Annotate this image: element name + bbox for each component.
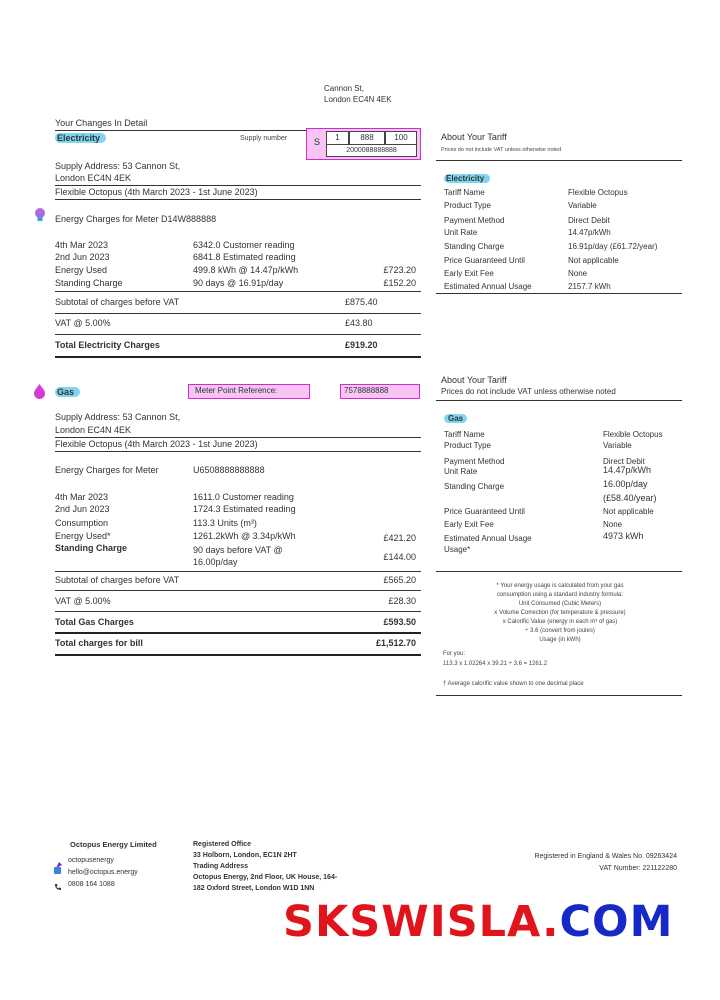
gas-vat-label: VAT @ 5.00% — [55, 596, 111, 606]
tariff-value: Not applicable — [568, 256, 619, 265]
elec-subtotal-label: Subtotal of charges before VAT — [55, 297, 180, 307]
tariff-key: Early Exit Fee — [444, 520, 494, 529]
elec-vat: £43.80 — [345, 318, 373, 328]
watermark-part2: COM — [559, 897, 674, 947]
gas-meter-number: U6508888888888 — [193, 465, 265, 475]
gas-standing-label: Standing Charge — [55, 543, 128, 553]
divider — [55, 654, 421, 656]
email-icon — [54, 867, 61, 874]
company-name: Octopus Energy Limited — [70, 840, 157, 849]
gas-row-date: Consumption — [55, 518, 109, 528]
footnote-line: x Volume Correction (for temperature & pressure) — [494, 610, 626, 616]
tariff-value: 4973 kWh — [603, 531, 644, 541]
elec-row-desc: 499.8 kWh @ 14.47p/kWh — [193, 265, 299, 275]
tariff-value: Flexible Octopus — [603, 430, 663, 439]
supply-number-cell: 888 — [349, 131, 385, 145]
contact-phone[interactable]: 0808 164 1088 — [68, 881, 115, 888]
tariff-value: Not applicable — [603, 507, 654, 516]
tariff-key: Price Guaranteed Until — [444, 256, 525, 265]
phone-icon — [54, 878, 62, 886]
footnote-line: Unit Consumed (Cubic Meters) — [518, 601, 602, 607]
average-note: † Average calorific value shown to one decimal place — [443, 681, 584, 687]
gas-supply-address-2: London EC4N 4EK — [55, 425, 132, 435]
divider — [436, 571, 682, 572]
divider — [55, 334, 421, 335]
tariff-key: Standing Charge — [444, 482, 505, 491]
divider — [436, 160, 682, 161]
tariff-elec-note: Prices do not include VAT unless otherwise noted — [441, 147, 562, 153]
tariff-value: Variable — [568, 201, 597, 210]
tariff-value: Variable — [603, 441, 632, 450]
elec-tariff-line: Flexible Octopus (4th March 2023 - 1st June 2023) — [55, 187, 258, 197]
section-title: Your Changes In Detail — [55, 118, 148, 128]
vat-number: VAT Number: 221122280 — [599, 865, 677, 872]
tariff-value: 14.47p/kWh — [568, 228, 611, 237]
gas-row-date: 2nd Jun 2023 — [55, 504, 110, 514]
header-address-line2: London EC4N 4EK — [324, 95, 392, 104]
tariff-key: Usage* — [444, 545, 471, 554]
footnote-line: ÷ 3.6 (convert from joules) — [525, 628, 595, 634]
tariff-key: Tariff Name — [444, 430, 485, 439]
gas-subtotal-label: Subtotal of charges before VAT — [55, 575, 180, 585]
elec-subtotal: £875.40 — [345, 297, 378, 307]
bill-total: £1,512.70 — [375, 638, 416, 648]
elec-supply-address-2: London EC4N 4EK — [55, 173, 132, 183]
tariff-key: Product Type — [444, 201, 491, 210]
mpr-label: Meter Point Reference: — [195, 386, 278, 395]
tariff-gas-note: Prices do not include VAT unless otherwise noted — [441, 387, 616, 396]
gas-total-label: Total Gas Charges — [55, 617, 134, 627]
elec-row-desc: 6342.0 Customer reading — [193, 240, 295, 250]
elec-row-date: 2nd Jun 2023 — [55, 252, 110, 262]
gas-vat: £28.30 — [388, 596, 416, 606]
elec-row-date: Standing Charge — [55, 278, 123, 288]
supply-number-label: Supply number — [240, 135, 288, 142]
divider — [55, 356, 421, 358]
tariff-value: (£58.40/year) — [603, 493, 657, 503]
elec-row-desc: 90 days @ 16.91p/day — [193, 278, 284, 288]
supply-number-cell: 100 — [385, 131, 417, 145]
tariff-key: Price Guaranteed Until — [444, 507, 525, 516]
tariff-elec-title: About Your Tariff — [441, 132, 507, 142]
tariff-key: Tariff Name — [444, 188, 485, 197]
tariff-value: 16.91p/day (£61.72/year) — [568, 242, 658, 251]
gas-supply-address-1: Supply Address: 53 Cannon St, — [55, 412, 181, 422]
supply-number-cell: 1 — [326, 131, 349, 145]
divider — [436, 695, 682, 696]
divider — [55, 611, 421, 612]
for-you-label: For you: — [443, 651, 466, 657]
tariff-key: Unit Rate — [444, 467, 478, 476]
gas-standing-desc: 16.00p/day — [193, 557, 238, 567]
tariff-key: Payment Method — [444, 216, 505, 225]
divider — [55, 571, 421, 572]
mpr-value: 7578888888 — [344, 386, 389, 395]
tariff-value: Direct Debit — [603, 457, 645, 466]
flame-icon — [34, 384, 45, 399]
contact-social[interactable]: octopusenergy — [68, 857, 114, 864]
elec-meter-label: Energy Charges for Meter D14W888888 — [55, 214, 217, 224]
tariff-key: Estimated Annual Usage — [444, 282, 532, 291]
registered-office: 33 Holborn, London, EC1N 2HT — [193, 852, 297, 859]
tariff-key: Unit Rate — [444, 228, 478, 237]
elec-total-label: Total Electricity Charges — [55, 340, 160, 350]
divider — [55, 199, 421, 200]
elec-row-amount: £152.20 — [383, 278, 416, 288]
elec-row-date: 4th Mar 2023 — [55, 240, 109, 250]
tariff-key: Early Exit Fee — [444, 269, 494, 278]
divider — [55, 451, 421, 452]
watermark-dot: . — [542, 897, 560, 947]
divider — [55, 313, 421, 314]
gas-row-date: Energy Used* — [55, 531, 111, 541]
trading-address-label: Trading Address — [193, 863, 248, 870]
tariff-value: Flexible Octopus — [568, 188, 628, 197]
divider — [436, 293, 682, 294]
tariff-key: Estimated Annual Usage — [444, 534, 532, 543]
tariff-value: 16.00p/day — [603, 479, 648, 489]
tariff-value: 2157.7 kWh — [568, 282, 611, 291]
registration-number: Registered in England & Wales No. 09263424 — [534, 853, 677, 860]
gas-subtotal: £565.20 — [383, 575, 416, 585]
registered-office-label: Registered Office — [193, 841, 251, 848]
footnote-line: * Your energy usage is calculated from your gas — [496, 583, 624, 589]
elec-row-desc: 6841.8 Estimated reading — [193, 252, 296, 262]
gas-standing-desc: 90 days before VAT @ — [193, 545, 283, 555]
tariff-value: Direct Debit — [568, 216, 610, 225]
watermark-part1: SKSWISLA — [283, 897, 543, 947]
contact-email[interactable]: hello@octopus.energy — [68, 869, 138, 876]
lightbulb-icon — [34, 207, 46, 223]
gas-row-desc: 1261.2kWh @ 3.34p/kWh — [193, 531, 296, 541]
elec-supply-address-1: Supply Address: 53 Cannon St, — [55, 161, 181, 171]
divider — [55, 437, 421, 438]
supply-number-prefix: S — [314, 137, 321, 147]
tariff-elec-label: Electricity — [444, 174, 490, 184]
gas-row-desc: 1724.3 Estimated reading — [193, 504, 296, 514]
gas-row-desc: 1611.0 Customer reading — [193, 492, 294, 502]
gas-standing-amount: £144.00 — [383, 552, 416, 562]
gas-row-date: 4th Mar 2023 — [55, 492, 109, 502]
gas-total: £593.50 — [383, 617, 416, 627]
elec-total: £919.20 — [345, 340, 378, 350]
tariff-gas-label: Gas — [444, 414, 467, 424]
footnote-line: consumption using a standard industry formula: — [496, 592, 624, 598]
divider — [436, 400, 682, 401]
gas-meter-label: Energy Charges for Meter — [55, 465, 159, 475]
electricity-label: Electricity — [55, 133, 106, 144]
trading-address-2: 182 Oxford Street, London W1D 1NN — [193, 885, 315, 892]
divider — [55, 632, 421, 634]
tariff-key: Payment Method — [444, 457, 505, 466]
tariff-key: Product Type — [444, 441, 491, 450]
supply-number-core: 2000088888888 — [326, 144, 417, 157]
gas-formula: 113.3 x 1.02264 x 39.21 ÷ 3.6 = 1261.2 — [443, 661, 548, 667]
tariff-gas-title: About Your Tariff — [441, 375, 507, 385]
gas-row-amount: £421.20 — [383, 533, 416, 543]
divider — [55, 291, 421, 292]
divider — [55, 590, 421, 591]
octopus-logo-icon — [55, 856, 63, 864]
elec-vat-label: VAT @ 5.00% — [55, 318, 111, 328]
tariff-key: Standing Charge — [444, 242, 505, 251]
tariff-value: None — [568, 269, 588, 278]
elec-row-date: Energy Used — [55, 265, 108, 275]
watermark — [283, 897, 673, 947]
trading-address-1: Octopus Energy, 2nd Floor, UK House, 164- — [193, 874, 338, 881]
tariff-value: None — [603, 520, 623, 529]
tariff-value: 14.47p/kWh — [603, 465, 652, 475]
footnote-line: x Calorific Value (energy in each m³ of gas) — [502, 619, 618, 625]
footnote-line: Usage (in kWh) — [539, 637, 581, 643]
elec-row-amount: £723.20 — [383, 265, 416, 275]
divider — [55, 185, 421, 186]
gas-tariff-line: Flexible Octopus (4th March 2023 - 1st June 2023) — [55, 439, 258, 449]
bill-total-label: Total charges for bill — [55, 638, 143, 648]
header-address-line1: Cannon St, — [324, 84, 365, 93]
gas-row-desc: 113.3 Units (m³) — [193, 518, 257, 528]
gas-label: Gas — [55, 387, 80, 398]
